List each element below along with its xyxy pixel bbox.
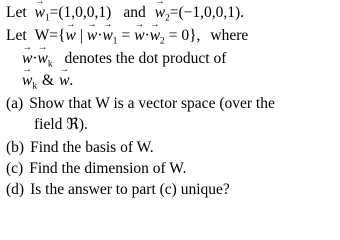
part-label: (a): [6, 95, 24, 112]
part-text: field ℜ).: [34, 116, 88, 133]
and-word: and: [123, 4, 146, 21]
set-bar: |: [79, 27, 83, 44]
subscript: 2: [165, 13, 170, 24]
definition-line-4: [22, 72, 73, 95]
subscript: k: [32, 81, 37, 92]
part-b: [6, 139, 154, 157]
part-text: Show that W is a vector space (over the: [29, 95, 275, 112]
vector-symbol: w: [34, 4, 45, 21]
vector-symbol: w: [59, 72, 70, 89]
vector-w1: [35, 4, 45, 22]
vector-w: [87, 27, 97, 45]
subscript: 1: [112, 36, 118, 47]
part-label: (b): [6, 139, 25, 156]
vector-symbol: w: [134, 27, 145, 44]
subscript: k: [47, 59, 53, 70]
set-W-open: W={: [34, 27, 66, 44]
w1-definition: =(1,0,0,1): [49, 4, 112, 21]
vector-w1: [102, 27, 112, 45]
dot-product-description: denotes the dot product of: [64, 50, 227, 67]
part-text: Find the dimension of W.: [29, 160, 187, 177]
vector-symbol: w: [154, 4, 166, 21]
part-text: Is the answer to part (c) unique?: [30, 181, 230, 198]
vector-wk: [38, 50, 48, 68]
part-d: [6, 181, 230, 199]
dot-operator: ·: [144, 27, 150, 44]
w2-definition: =(−1,0,0,1).: [169, 4, 245, 21]
part-a: [6, 95, 275, 113]
vector-w: [59, 72, 69, 90]
vector-symbol: w: [86, 27, 98, 44]
vector-w2: [150, 27, 160, 45]
part-c: [6, 160, 186, 178]
vector-symbol: w: [149, 27, 161, 44]
vector-wk: [22, 72, 32, 90]
vector-w: [65, 27, 75, 45]
equals-sign: =: [121, 27, 131, 44]
vector-symbol: w: [102, 27, 113, 44]
part-label: (c): [6, 160, 24, 177]
subscript: 2: [160, 36, 165, 47]
where-word: where: [210, 27, 249, 44]
equals-zero: = 0},: [168, 27, 201, 44]
vector-symbol: w: [22, 50, 33, 67]
subscript: 1: [45, 13, 50, 24]
vector-w: [134, 27, 144, 45]
dot-operator: ·: [32, 50, 38, 67]
ampersand: &: [42, 72, 55, 89]
part-text: Find the basis of W.: [30, 139, 154, 156]
vector-symbol: w: [37, 50, 48, 67]
definition-line-3: [22, 50, 226, 73]
vector-symbol: w: [22, 72, 33, 89]
part-a-continuation: [34, 116, 88, 134]
period: .: [69, 72, 74, 89]
definition-line-1: [6, 4, 244, 27]
vector-symbol: w: [65, 27, 76, 44]
dot-operator: ·: [97, 27, 103, 44]
let-word: Let: [6, 27, 27, 44]
let-word: Let: [6, 4, 27, 21]
part-label: (d): [6, 181, 25, 198]
